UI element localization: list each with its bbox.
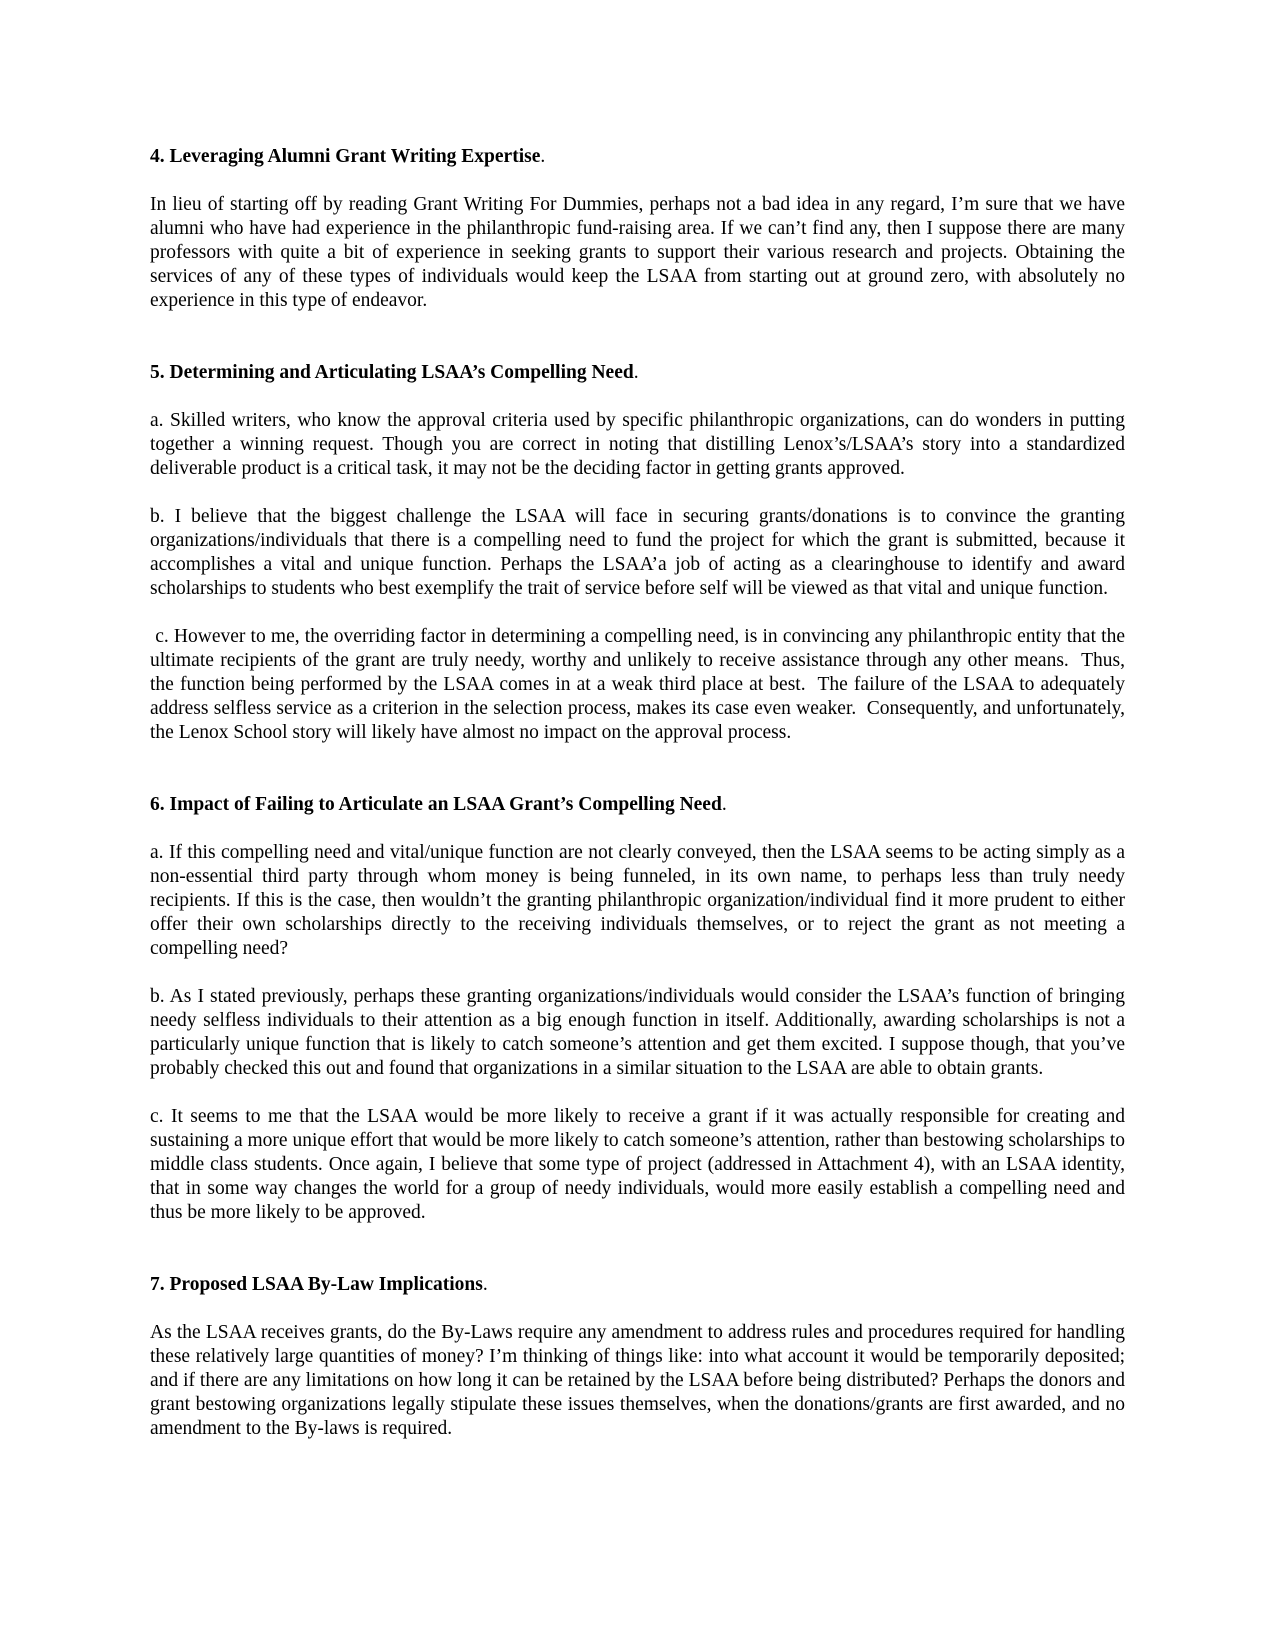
paragraph-b: b. I believe that the biggest challenge the LSAA will face in securing grants/donations is to convince the granting organizations/individuals that there is a compelling need to fund the project for which the grant is submitted, because it accomplishes a vital and unique function. Perhaps the LSAA’a job of acting as a clearinghouse to identify and award scholarships to students who best exemplify the trait of service before self will be viewed as that vital and unique function. xyxy=(150,506,1125,599)
paragraph-b: b. As I stated previously, perhaps these granting organizations/individuals would consider the LSAA’s function of bringing needy selfless individuals to their attention as a big enough function in itself. Additionally, awarding scholarships is not a particularly unique function that is likely to catch someone’s attention and get them excited. I suppose though, that you’ve probably checked this out and found that organizations in a similar situation to the LSAA are able to obtain grants. xyxy=(150,986,1125,1079)
paragraph-c: c. It seems to me that the LSAA would be more likely to receive a grant if it was actually responsible for creating and sustaining a more unique effort that would be more likely to catch someone’s attention, rather than bestowing scholarships to middle class students. Once again, I believe that some type of project (addressed in Attachment 4), with an LSAA identity, that in some way changes the world for a group of needy individuals, would more easily establish a compelling need and thus be more likely to be approved. xyxy=(150,1106,1125,1223)
section-heading-period: . xyxy=(633,362,639,383)
document-page xyxy=(150,145,1130,1441)
paragraph-c: c. However to me, the overriding factor in determining a compelling need, is in convincing any philanthropic entity that the ultimate recipients of the grant are truly needy, worthy and unlikely to receive assistance through any other means. Thus, the function being performed by the LSAA comes in at a weak third place at best. The failure of the LSAA to adequately address selfless service as a criterion in the selection process, makes its case even weaker. Consequently, and unfortunately, the Lenox School story will likely have almost no impact on the approval process. xyxy=(150,626,1130,743)
section-heading-bold: 7. Proposed LSAA By-Law Implications xyxy=(150,1274,483,1295)
section-heading-bold: 5. Determining and Articulating LSAA’s Compelling Need xyxy=(150,362,634,383)
paragraph: In lieu of starting off by reading Grant Writing For Dummies, perhaps not a bad idea in any regard, I’m sure that we have alumni who have had experience in the philanthropic fund-raising area. If we can’t find any, then I suppose there are many professors with quite a bit of experience in seeking grants to support their various research and projects. Obtaining the services of any of these types of individuals would keep the LSAA from starting out at ground zero, with absolutely no experience in this type of endeavor. xyxy=(150,194,1125,311)
section-heading-bold: 6. Impact of Failing to Articulate an LSAA Grant’s Compelling Need xyxy=(150,794,722,815)
section-heading-period: . xyxy=(721,794,727,815)
section-6 xyxy=(150,793,1125,1225)
section-heading xyxy=(150,361,1125,385)
paragraph-a: a. If this compelling need and vital/unique function are not clearly conveyed, then the LSAA seems to be acting simply as a non-essential third party through whom money is being funneled, in its own name, to perhaps less than truly needy recipients. If this is the case, then wouldn’t the granting philanthropic organization/individual find it more prudent to either offer their own scholarships directly to the receiving individuals themselves, or to reject the grant as not meeting a compelling need? xyxy=(150,842,1125,959)
section-heading xyxy=(150,1273,1125,1297)
section-heading-period: . xyxy=(482,1274,488,1295)
section-heading xyxy=(150,145,1125,169)
section-heading-bold: 4. Leveraging Alumni Grant Writing Expertise xyxy=(150,146,541,167)
paragraph: As the LSAA receives grants, do the By-Laws require any amendment to address rules and procedures required for handling these relatively large quantities of money? I’m thinking of things like: into what account it would be temporarily deposited; and if there are any limitations on how long it can be retained by the LSAA before being distributed? Perhaps the donors and grant bestowing organizations legally stipulate these issues themselves, when the donations/grants are first awarded, and no amendment to the By-laws is required. xyxy=(150,1322,1125,1439)
section-5 xyxy=(150,361,1130,745)
section-4 xyxy=(150,145,1125,313)
section-7 xyxy=(150,1273,1125,1441)
section-heading-period: . xyxy=(540,146,546,167)
paragraph-a: a. Skilled writers, who know the approval criteria used by specific philanthropic organizations, can do wonders in putting together a winning request. Though you are correct in noting that distilling Lenox’s/LSAA’s story into a standardized deliverable product is a critical task, it may not be the deciding factor in getting grants approved. xyxy=(150,410,1125,479)
section-heading xyxy=(150,793,1125,817)
